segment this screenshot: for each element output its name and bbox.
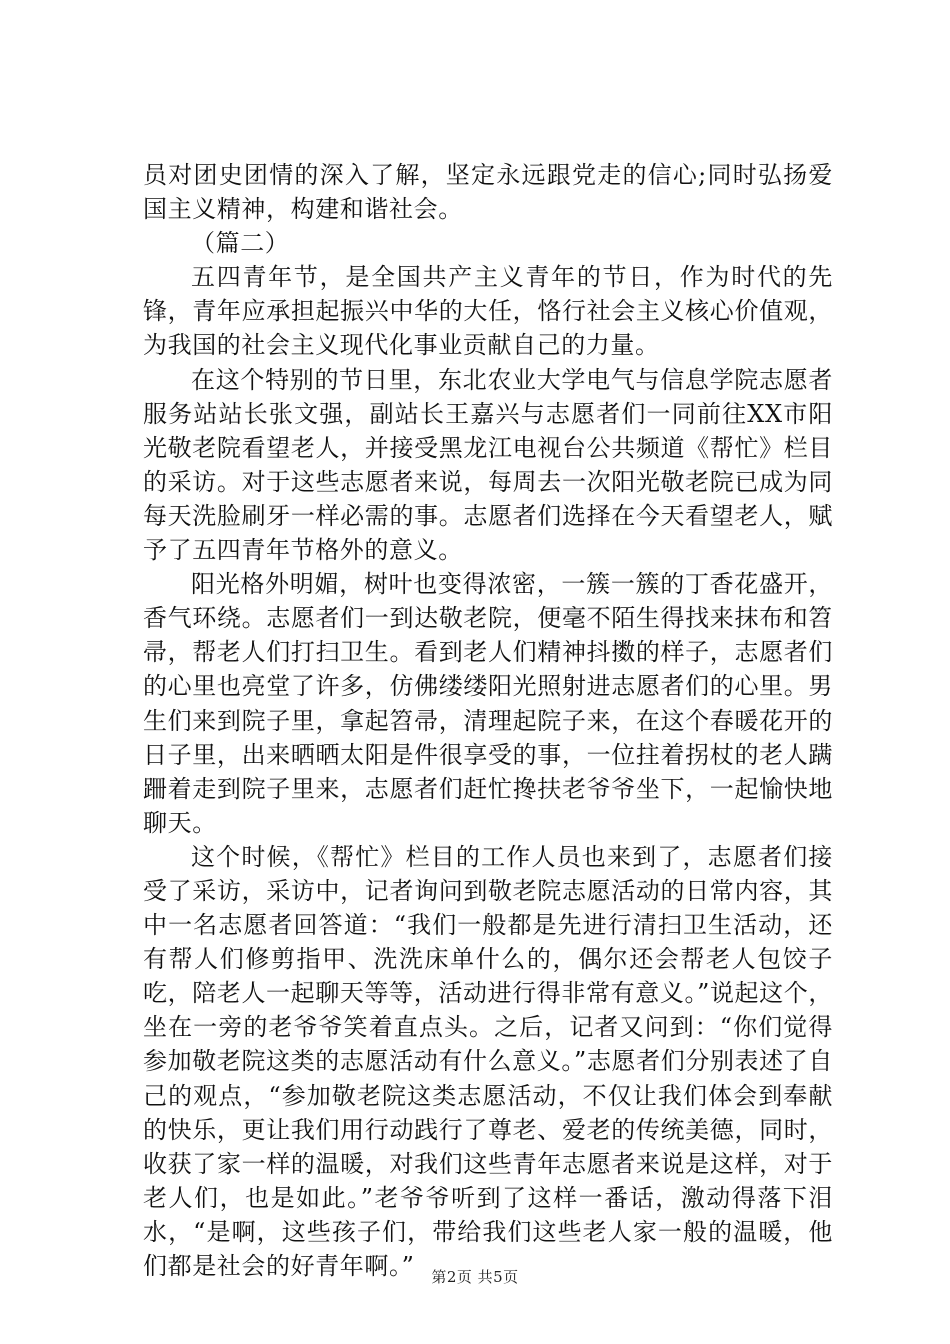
paragraph: 五四青年节，是全国共产主义青年的节日，作为时代的先锋，青年应承担起振兴中华的大任，恪行社会主义核心价值观，为我国的社会主义现代化事业贡献自己的力量。	[143, 263, 833, 360]
paragraph: 这个时候，《帮忙》栏目的工作人员也来到了，志愿者们接受了采访，采访中，记者询问到敬老院志愿活动的日常内容，其中一名志愿者回答道：“我们一般都是先进行清扫卫生活动，还有帮人们修剪指甲、洗洗床单什么的，偶尔还会帮老人包饺子吃，陪老人一起聊天等等，活动进行得非常有意义。”说起这个，坐在一旁的老爷爷笑着直点头。之后，记者又问到：“你们觉得参加敬老院这类的志愿活动有什么意义。”志愿者们分别表述了自己的观点，“参加敬老院这类志愿活动，不仅让我们体会到奉献的快乐，更让我们用行动践行了尊老、爱老的传统美德，同时，收获了家一样的温暖，对我们这些青年志愿者来说是这样，对于老人们，也是如此。”老爷爷听到了这样一番话，激动得落下泪水，“是啊，这些孩子们，带给我们这些老人家一般的温暖，他们都是社会的好青年啊。”	[143, 842, 833, 1280]
paragraph: 在这个特别的节日里，东北农业大学电气与信息学院志愿者服务站站长张文强，副站长王嘉兴与志愿者们一同前往XX市阳光敬老院看望老人，并接受黑龙江电视台公共频道《帮忙》栏目的采访。对于这些志愿者来说，每周去一次阳光敬老院已成为同每天洗脸刷牙一样必需的事。志愿者们选择在今天看望老人，赋予了五四青年节格外的意义。	[143, 365, 833, 565]
document-body	[143, 158, 833, 1283]
section-heading: （篇二）	[191, 229, 290, 258]
paragraph-continuation: 员对团史团情的深入了解，坚定永远跟党走的信心;同时弘扬爱国主义精神，构建和谐社会。	[143, 161, 833, 224]
paragraph: 阳光格外明媚，树叶也变得浓密，一簇一簇的丁香花盛开，香气环绕。志愿者们一到达敬老院，便毫不陌生得找来抹布和笤帚，帮老人们打扫卫生。看到老人们精神抖擞的样子，志愿者们的心里也亮堂了许多，仿佛缕缕阳光照射进志愿者们的心里。男生们来到院子里，拿起笤帚，清理起院子来，在这个春暖花开的日子里，出来晒晒太阳是件很享受的事，一位拄着拐杖的老人蹒跚着走到院子里来，志愿者们赶忙搀扶老爷爷坐下，一起愉快地聊天。	[143, 570, 833, 837]
page-number: 第2页 共5页	[431, 1268, 519, 1286]
